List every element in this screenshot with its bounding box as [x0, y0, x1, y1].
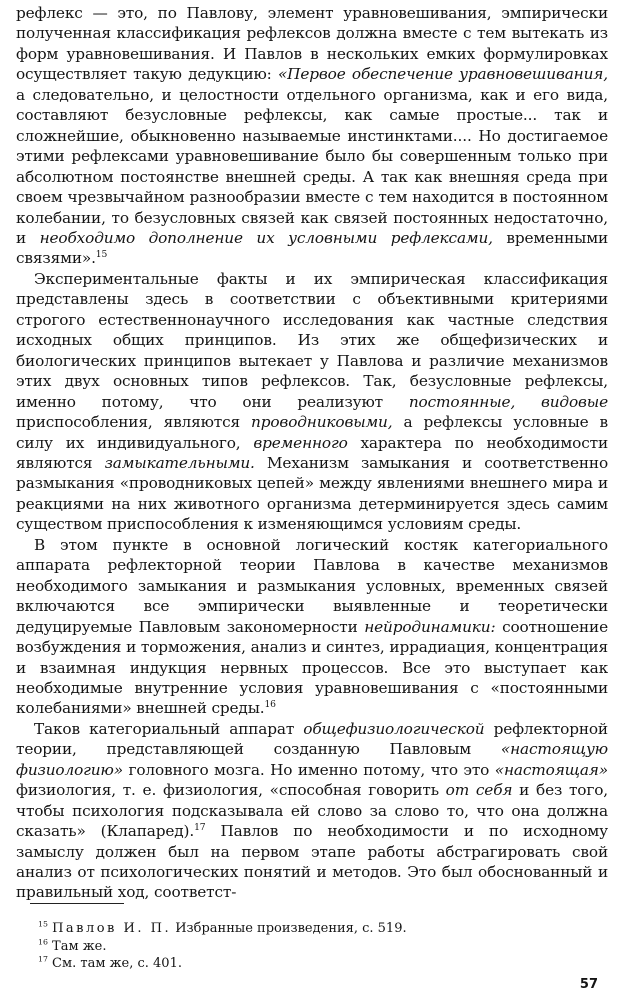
text-run: Экспериментальные факты и их эмпирическая классификация представлены здесь в соответствии с объективными критериями строгого естественнонаучного исследования как частные следствия исходных общих принципов. Из этих же общефизических и биологических принципов вытекает у Павлова и различие механизмов этих двух основных типов рефлексов. Так, безусловные рефлексы, именно потому, что они реализуют	[16, 269, 608, 411]
footnote-marker: 16	[264, 699, 276, 711]
page-number: 57	[579, 977, 598, 992]
text-run: В этом пункте в основной логический костяк категориального аппарата рефлекторной теории Павлова в качестве механизмов необходимого замыкания и размыкания условных, временных связей включаются все эмпирически выявленные и теоретически дедуцируемые Павловым закономерности	[16, 535, 608, 636]
footnote	[38, 920, 598, 938]
emphasis-text: «настоящую физиологию»	[16, 740, 608, 779]
text-run: и без того, чтобы психология подсказывала ей слово за слово то, что она должна сказать» (Клапаред).	[16, 781, 608, 841]
footnote-number: 15	[38, 919, 48, 929]
text-run: приспособления, являются	[16, 413, 252, 432]
text-run: временными связями».	[16, 228, 608, 268]
paragraph	[16, 535, 608, 719]
emphasis-text: от себя	[445, 781, 513, 800]
footnote-text: Избранные произведения, с. 519.	[171, 921, 407, 936]
text-run: Павлов по необходимости и по исходному замыслу должен был на первом этапе работы абстрагировать свой анализ от психологических понятий и методов. Это был обоснованный и правильный ход, соответст-	[16, 822, 609, 902]
text-run: рефлекторной теории, представляющей созданную Павловым	[16, 719, 608, 759]
text-run: а рефлексы условные в силу их индивидуального,	[16, 413, 608, 452]
emphasis-text: временного	[253, 433, 348, 452]
footnote-author: Павлов И. П.	[52, 921, 172, 936]
text-run: характера по необходимости являются	[16, 433, 608, 472]
emphasis-text: проводниковыми,	[251, 413, 393, 432]
footnote-number: 16	[38, 937, 48, 947]
footnote	[38, 938, 598, 956]
footnote-text: См. там же, с. 401.	[47, 956, 182, 971]
emphasis-text: общефизиологической	[303, 719, 485, 738]
footnote-marker: 15	[95, 249, 108, 261]
text-run: Таков категориальный аппарат	[34, 719, 304, 738]
footnote-divider	[30, 903, 124, 904]
paragraph	[16, 3, 608, 269]
paragraph	[16, 269, 608, 535]
footnotes	[38, 920, 598, 973]
emphasis-text: «настоящая»	[494, 760, 608, 779]
emphasis-text: нейродинамики:	[364, 617, 496, 636]
text-run: Механизм замыкания и соответственно размыкания «проводниковых цепей» между явлениями внешнего мира и реакциями на них животного организма детерминируется здесь самим существом приспособления к изменяющимся условиям среды.	[16, 453, 609, 534]
main-text	[16, 3, 608, 903]
text-run: головного мозга. Но именно потому, что это	[122, 760, 495, 779]
text-run: физиология, т. е. физиология, «способная говорить	[16, 781, 446, 800]
text-run: а следовательно, и целостности отдельного организма, как и его вида, составляют безусловные рефлексы, как самые простые... так и сложнейшие, обыкновенно называемые инстинктами.... Но достигаемое этими рефлексами уравновешивание было бы совершенным только при абсолютном постоянстве внешней среды. А так как внешняя среда при своем чрезвычайном разнообразии вместе с тем находится в постоянном колебании, то безусловных связей как связей постоянных недостаточно, и	[16, 85, 608, 247]
footnote-text: Там же.	[47, 938, 107, 954]
emphasis-text: постоянные, видовые	[408, 392, 608, 411]
footnote-marker: 17	[194, 822, 206, 834]
text-run: рефлекс — это, по Павлову, элемент уравновешивания, эмпирически полученная классификация рефлексов должна вместе с тем вытекать из форм уравновешивания. И Павлов в нескольких емких формулировках осуществляет такую дедукцию:	[16, 4, 608, 84]
text-run: соотношение возбуждения и торможения, анализ и синтез, иррадиация, концентрация и взаимная индукция нервных процессов. Все это выступает как необходимые внутренние условия уравновешивания с «постоянными колебаниями» внешней среды.	[16, 617, 608, 718]
emphasis-text: необходимо дополнение их условными рефлексами,	[39, 228, 493, 247]
emphasis-text: замыкательными.	[104, 453, 255, 472]
paragraph	[16, 719, 608, 903]
emphasis-text: «Первое обеспечение уравновешивания,	[277, 65, 608, 84]
footnote-number: 17	[38, 954, 48, 964]
footnote	[38, 955, 598, 973]
